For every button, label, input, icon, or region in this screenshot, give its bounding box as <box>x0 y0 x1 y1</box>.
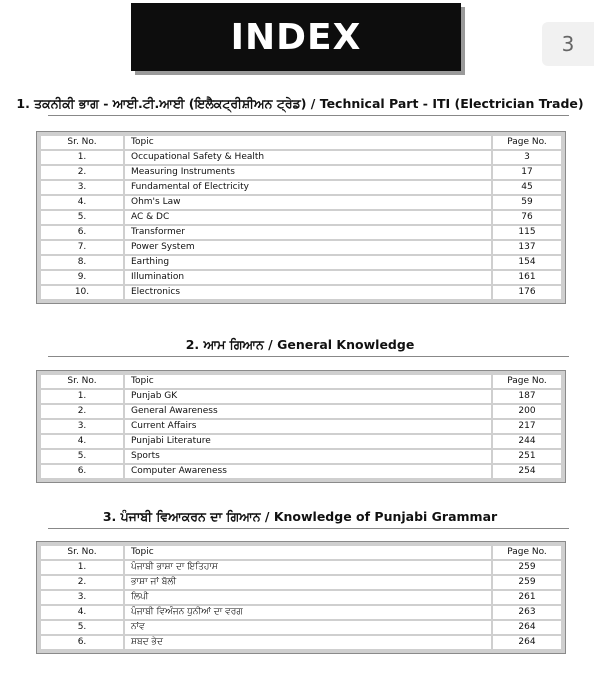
table-row <box>41 591 561 604</box>
cell-page: 3 <box>493 151 561 164</box>
cell-topic: ਸ਼ਬਦ ਭੇਦ <box>125 636 491 649</box>
cell-page: 263 <box>493 606 561 619</box>
table-row <box>41 196 561 209</box>
cell-topic: Punjab GK <box>125 390 491 403</box>
cell-page: 115 <box>493 226 561 239</box>
cell-topic: AC & DC <box>125 211 491 224</box>
section-3-title: 3. ਪੰਜਾਬੀ ਵਿਆਕਰਨ ਦਾ ਗਿਆਨ / Knowledge of Punjabi Grammar <box>102 509 498 524</box>
cell-sr: 5. <box>41 621 123 634</box>
cell-topic: ਲਿਪੀ <box>125 591 491 604</box>
cell-topic: ਨਾਂਵ <box>125 621 491 634</box>
cell-page: 200 <box>493 405 561 418</box>
cell-page: 244 <box>493 435 561 448</box>
table-row <box>41 606 561 619</box>
header-page-no: Page No. <box>493 136 561 149</box>
page-number: 3 <box>542 22 594 66</box>
cell-page: 217 <box>493 420 561 433</box>
cell-sr: 3. <box>41 181 123 194</box>
cell-sr: 2. <box>41 576 123 589</box>
cell-topic: Fundamental of Electricity <box>125 181 491 194</box>
cell-page: 45 <box>493 181 561 194</box>
cell-topic: General Awareness <box>125 405 491 418</box>
cell-sr: 9. <box>41 271 123 284</box>
header-topic: Topic <box>125 136 491 149</box>
table-row <box>41 450 561 463</box>
cell-topic: Ohm's Law <box>125 196 491 209</box>
cell-page: 137 <box>493 241 561 254</box>
cell-topic: Computer Awareness <box>125 465 491 478</box>
table-row <box>41 181 561 194</box>
cell-topic: ਪੰਜਾਬੀ ਭਾਸ਼ਾ ਦਾ ਇਤਿਹਾਸ <box>125 561 491 574</box>
cell-sr: 4. <box>41 435 123 448</box>
header-topic: Topic <box>125 546 491 559</box>
section-3-rule <box>48 528 569 529</box>
cell-topic: Current Affairs <box>125 420 491 433</box>
cell-page: 154 <box>493 256 561 269</box>
section-3-table <box>36 541 566 654</box>
cell-page: 259 <box>493 561 561 574</box>
cell-topic: Occupational Safety & Health <box>125 151 491 164</box>
cell-topic: Electronics <box>125 286 491 299</box>
cell-sr: 3. <box>41 591 123 604</box>
cell-page: 176 <box>493 286 561 299</box>
cell-sr: 10. <box>41 286 123 299</box>
table-row <box>41 390 561 403</box>
table-row <box>41 271 561 284</box>
table-row <box>41 151 561 164</box>
section-1-rule <box>48 115 569 116</box>
table-row <box>41 420 561 433</box>
table-header-row <box>41 546 561 559</box>
cell-topic: Illumination <box>125 271 491 284</box>
table-row <box>41 561 561 574</box>
section-1-title: 1. ਤਕਨੀਕੀ ਭਾਗ - ਆਈ.ਟੀ.ਆਈ (ਇਲੈਕਟ੍ਰੀਸ਼ੀਅਨ ਟ੍ਰੇਡ) / Technical Part - ITI (Electrician Trade) <box>16 96 584 111</box>
cell-page: 59 <box>493 196 561 209</box>
table-row <box>41 576 561 589</box>
cell-sr: 1. <box>41 390 123 403</box>
header-page-no: Page No. <box>493 546 561 559</box>
table-row <box>41 166 561 179</box>
section-2-rule <box>48 356 569 357</box>
index-banner <box>131 3 461 71</box>
cell-topic: Measuring Instruments <box>125 166 491 179</box>
cell-sr: 6. <box>41 226 123 239</box>
section-2-table <box>36 370 566 483</box>
cell-topic: Power System <box>125 241 491 254</box>
table-row <box>41 465 561 478</box>
cell-page: 264 <box>493 621 561 634</box>
header-page-no: Page No. <box>493 375 561 388</box>
table-row <box>41 405 561 418</box>
table-row <box>41 211 561 224</box>
section-2-title: 2. ਆਮ ਗਿਆਨ / General Knowledge <box>185 337 415 352</box>
cell-sr: 5. <box>41 450 123 463</box>
cell-sr: 6. <box>41 465 123 478</box>
table-row <box>41 435 561 448</box>
cell-topic: Sports <box>125 450 491 463</box>
cell-page: 76 <box>493 211 561 224</box>
cell-page: 187 <box>493 390 561 403</box>
cell-sr: 2. <box>41 405 123 418</box>
table-row <box>41 226 561 239</box>
cell-page: 251 <box>493 450 561 463</box>
header-sr-no: Sr. No. <box>41 136 123 149</box>
table-row <box>41 621 561 634</box>
cell-topic: Punjabi Literature <box>125 435 491 448</box>
cell-sr: 1. <box>41 151 123 164</box>
cell-sr: 3. <box>41 420 123 433</box>
header-topic: Topic <box>125 375 491 388</box>
header-sr-no: Sr. No. <box>41 375 123 388</box>
cell-sr: 2. <box>41 166 123 179</box>
cell-topic: Earthing <box>125 256 491 269</box>
cell-topic: ਭਾਸ਼ਾ ਜਾਂ ਬੋਲੀ <box>125 576 491 589</box>
table-header-row <box>41 136 561 149</box>
table-row <box>41 256 561 269</box>
cell-topic: ਪੰਜਾਬੀ ਵਿਅੰਜਨ ਧੁਨੀਆਂ ਦਾ ਵਰਗ <box>125 606 491 619</box>
header-sr-no: Sr. No. <box>41 546 123 559</box>
cell-sr: 4. <box>41 606 123 619</box>
cell-sr: 5. <box>41 211 123 224</box>
cell-sr: 4. <box>41 196 123 209</box>
index-title: INDEX <box>230 16 362 58</box>
cell-sr: 6. <box>41 636 123 649</box>
table-row <box>41 636 561 649</box>
table-header-row <box>41 375 561 388</box>
cell-topic: Transformer <box>125 226 491 239</box>
table-row <box>41 241 561 254</box>
cell-sr: 8. <box>41 256 123 269</box>
table-row <box>41 286 561 299</box>
cell-sr: 1. <box>41 561 123 574</box>
section-1-table <box>36 131 566 304</box>
cell-page: 264 <box>493 636 561 649</box>
cell-page: 161 <box>493 271 561 284</box>
cell-page: 261 <box>493 591 561 604</box>
cell-sr: 7. <box>41 241 123 254</box>
cell-page: 17 <box>493 166 561 179</box>
cell-page: 259 <box>493 576 561 589</box>
cell-page: 254 <box>493 465 561 478</box>
